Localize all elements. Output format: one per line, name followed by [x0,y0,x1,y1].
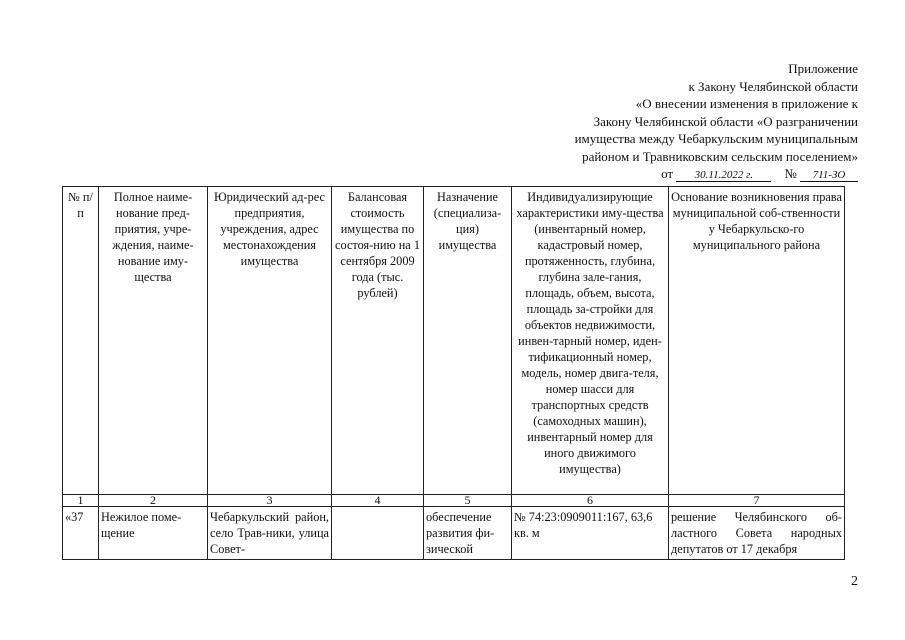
column-number: 1 [63,495,99,507]
header-cell-number: № п/п [63,187,99,495]
law-number: 711-ЗО [800,169,858,182]
column-number: 4 [332,495,424,507]
column-number: 6 [512,495,669,507]
header-line-settlement: районом и Травниковским сельским поселением» [582,148,858,164]
column-number: 2 [99,495,208,507]
column-number: 3 [208,495,332,507]
column-number-row [63,495,845,507]
header-cell-balance: Балансовая стоимость имущества по состоя-нию на 1 сентября 2009 года (тыс. рублей) [332,187,424,495]
cell-property-purpose: обеспечение развития фи-зической [424,507,512,560]
cell-property-characteristics: № 74:23:0909011:167, 63,6 кв. м [512,507,669,560]
header-cell-purpose: Назначение (специализа-ция) имущества [424,187,512,495]
header-cell-characteristics: Индивидуализирующие характеристики иму-щества (инвентарный номер, кадастровый номер, протяженность, глубина, глубина зале-гания, площадь, объем, высота, площадь за-стройки для объектов недвижимости, инвен-тарный номер, иден-тификационный номер, модель, номер двига-теля, номер шасси для транспортных средств (самоходных машин), инвентарный номер для иного движимого имущества) [512,187,669,495]
page-number: 2 [851,574,858,589]
column-number: 5 [424,495,512,507]
cell-row-number: «37 [63,507,99,560]
header-line-delimitation: Закону Челябинской области «О разграничении [593,113,858,129]
law-date: 30.11.2022 г. [676,169,771,182]
header-line-law: к Закону Челябинской области [688,78,858,94]
law-date-number-line [478,165,858,183]
number-label: № [784,166,797,181]
cell-balance-value [332,507,424,560]
header-cell-address: Юридический ад-рес предприятия, учреждения, адрес местонахождения имущества [208,187,332,495]
from-label: от [661,166,674,181]
header-line-amendment: «О внесении изменения в приложение к [635,96,858,111]
cell-property-name: Нежилое поме-щение [99,507,208,560]
table-row [63,507,845,560]
column-number: 7 [669,495,845,507]
property-table [62,186,845,560]
table-header-row [63,187,845,495]
cell-ownership-basis: решение Челябинского об-ластного Совета народных депутатов от 17 декабря [669,507,845,560]
cell-property-address: Чебаркульский район, село Трав-ники, улица Совет- [208,507,332,560]
header-cell-basis: Основание возникновения права муниципальной соб-ственности у Чебаркульско-го муниципального района [669,187,845,495]
header-cell-name: Полное наиме-нование пред-приятия, учре-ждения, наиме-нование иму-щества [99,187,208,495]
header-line-appendix: Приложение [788,61,858,76]
document-header [478,60,858,183]
header-line-property: имущества между Чебаркульским муниципальным [574,131,858,146]
